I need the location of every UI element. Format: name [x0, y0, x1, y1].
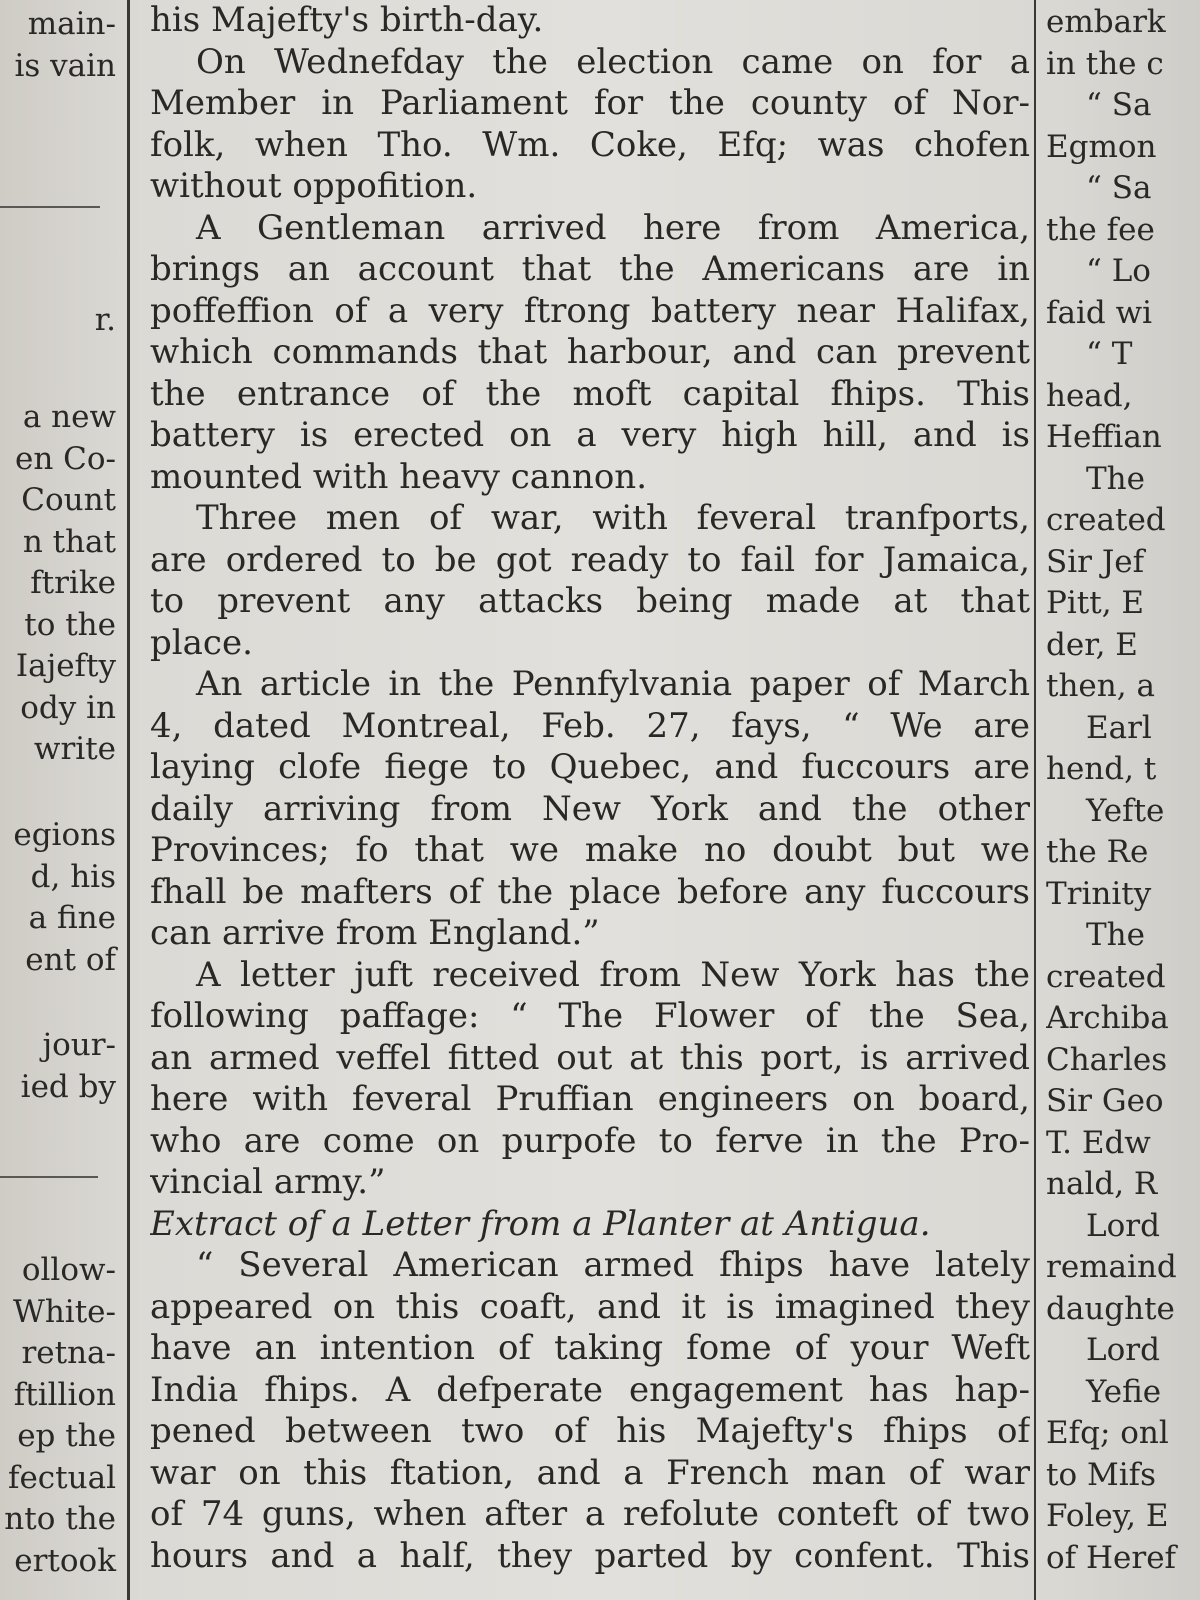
right-fragment-line: der, E [1046, 626, 1138, 663]
right-fragment-line: Heffian [1046, 419, 1162, 455]
right-fragment-line: Archiba [1046, 1000, 1169, 1036]
column-divider-line [0, 1176, 98, 1178]
article-line: mounted with heavy cannon. [150, 456, 648, 497]
right-column-fragment [1046, 0, 1200, 1600]
left-column-fragment [0, 0, 122, 1600]
left-fragment-line: is vain [14, 47, 116, 84]
article-line: following paffage: “ The Flower of the Sea, [150, 996, 1030, 1036]
article-line: can arrive from England.” [150, 913, 600, 953]
article-line: of 74 guns, when after a refolute conteft of two [150, 1494, 1030, 1534]
left-fragment-line: nto the [4, 1501, 116, 1537]
left-text-block [0, 4, 122, 87]
article-line: have an intention of taking fome of your Weft [150, 1328, 1030, 1368]
right-fragment-line: faid wi [1046, 294, 1153, 331]
article-line: brings an account that the Americans are in [150, 249, 1030, 289]
article-line: the entrance of the moft capital fhips. This [150, 373, 1030, 414]
right-fragment-line: Efq; onl [1046, 1415, 1169, 1451]
right-fragment-line: the fee [1046, 211, 1155, 248]
right-fragment-line: Egmon [1046, 128, 1157, 165]
article-line: pened between two of his Majefty's fhips of [150, 1411, 1030, 1451]
right-fragment-line: in the c [1046, 45, 1164, 82]
right-fragment-line: Yefte [1086, 792, 1165, 829]
column-rule-left [127, 0, 130, 1600]
left-text-block [0, 300, 122, 342]
article-line: folk, when Tho. Wm. Coke, Efq; was chofen [150, 124, 1030, 165]
left-fragment-line: egions [13, 817, 116, 853]
column-rule-right [1034, 0, 1036, 1600]
article-line: Provinces; fo that we make no doubt but we [150, 830, 1030, 870]
left-fragment-line: retna- [21, 1335, 116, 1371]
right-text-block [1046, 2, 1200, 1579]
right-fragment-line: “ Lo [1086, 253, 1151, 289]
right-fragment-line: The [1086, 917, 1145, 953]
article-line: hours and a half, they parted by confent. This [150, 1535, 1030, 1576]
left-text-block [0, 815, 122, 981]
right-fragment-line: Pitt, E [1046, 585, 1145, 621]
left-fragment-line: ftrike [30, 565, 116, 601]
right-fragment-line: Lord [1086, 1332, 1160, 1368]
left-fragment-line: White- [12, 1293, 116, 1330]
right-fragment-line: then, a [1046, 668, 1155, 704]
right-fragment-line: embark [1046, 4, 1166, 40]
left-fragment-line: r. [94, 302, 116, 338]
left-fragment-line: ent of [25, 941, 116, 978]
article-line: India fhips. A defperate engagement has hap- [150, 1369, 1030, 1410]
right-fragment-line: Yefie [1086, 1373, 1162, 1410]
left-fragment-line: ep the [17, 1418, 116, 1454]
right-fragment-line: created [1046, 958, 1166, 995]
main-article-column [150, 0, 1030, 1600]
right-fragment-line: created [1046, 502, 1166, 538]
right-fragment-line: of Heref [1046, 1539, 1177, 1576]
article-line: “ Several American armed fhips have lately [196, 1245, 1030, 1285]
article-line: fhall be mafters of the place before any fuccours [150, 871, 1030, 912]
left-fragment-line: write [33, 731, 116, 767]
right-fragment-line: “ Sa [1086, 170, 1152, 206]
article-line: Three men of war, with feveral tranfports, [196, 498, 1030, 538]
left-fragment-line: to the [24, 606, 116, 643]
left-text-block [0, 397, 122, 771]
article-line: A letter juft received from New York has the [196, 954, 1030, 995]
article-text [150, 0, 1030, 1577]
article-line: poffeffion of a very ftrong battery near Halifax, [150, 290, 1030, 331]
article-line: here with feveral Pruffian engineers on board, [150, 1079, 1030, 1119]
left-fragment-line: fectual [7, 1459, 116, 1496]
article-line: place. [150, 622, 253, 663]
left-fragment-line: n that [22, 523, 116, 560]
article-line: 4, dated Montreal, Feb. 27, fays, “ We are [150, 705, 1030, 746]
right-fragment-line: Trinity [1046, 875, 1152, 912]
right-fragment-line: “ T [1086, 336, 1133, 372]
left-fragment-line: ody in [20, 689, 116, 726]
article-line: Extract of a Letter from a Planter at Antigua. [150, 1203, 931, 1244]
article-line: An article in the Pennfylvania paper of March [196, 664, 1030, 704]
left-fragment-line: ied by [20, 1068, 116, 1105]
right-fragment-line: daughte [1046, 1290, 1175, 1327]
right-fragment-line: nald, R [1046, 1166, 1158, 1202]
right-fragment-line: Lord [1086, 1207, 1160, 1244]
right-fragment-line: Earl [1086, 709, 1152, 746]
article-line: A Gentleman arrived here from America, [196, 207, 1030, 248]
right-fragment-line: Sir Geo [1046, 1083, 1164, 1119]
article-line: without oppofition. [150, 166, 478, 206]
left-fragment-line: d, his [30, 858, 116, 895]
left-text-block [0, 1250, 122, 1582]
left-fragment-line: main- [27, 6, 116, 42]
left-fragment-line: ollow- [21, 1252, 116, 1288]
article-line: appeared on this coaft, and it is imagined they [150, 1286, 1030, 1327]
article-line: are ordered to be got ready to fail for Jamaica, [150, 539, 1030, 580]
article-line: On Wednefday the election came on for a [196, 41, 1030, 82]
article-line: laying clofe fiege to Quebec, and fuccours are [150, 747, 1030, 787]
right-fragment-line: hend, t [1046, 751, 1157, 787]
article-line: who are come on purpofe to ferve in the Pro- [150, 1120, 1030, 1161]
article-line: an armed veffel fitted out at this port, is arrived [150, 1037, 1030, 1078]
article-line: war on this ftation, and a French man of war [150, 1452, 1030, 1493]
left-fragment-line: jour- [42, 1027, 116, 1063]
left-fragment-line: a fine [28, 900, 116, 936]
left-fragment-line: ertook [14, 1542, 116, 1579]
column-divider-line [0, 206, 100, 208]
right-fragment-line: Charles [1046, 1041, 1168, 1078]
article-line: battery is erected on a very high hill, and is [150, 415, 1030, 455]
right-fragment-line: Sir Jef [1046, 543, 1145, 580]
right-fragment-line: “ Sa [1086, 87, 1152, 123]
left-fragment-line: a new [22, 399, 116, 435]
right-fragment-line: the Re [1046, 834, 1149, 870]
article-line: which commands that harbour, and can prevent [150, 332, 1030, 372]
right-fragment-line: Foley, E [1046, 1498, 1169, 1534]
left-text-block [0, 1025, 122, 1108]
right-fragment-line: The [1086, 460, 1145, 497]
article-line: to prevent any attacks being made at that [150, 581, 1030, 621]
article-line: Member in Parliament for the county of Nor- [150, 83, 1030, 123]
left-fragment-line: Count [21, 482, 116, 518]
right-fragment-line: to Mifs [1046, 1456, 1157, 1493]
article-line: daily arriving from New York and the other [150, 788, 1030, 829]
left-fragment-line: ftillion [13, 1376, 116, 1413]
left-fragment-line: en Co- [14, 440, 116, 477]
right-fragment-line: T. Edw [1046, 1124, 1151, 1161]
article-line: vincial army.” [150, 1162, 386, 1202]
right-fragment-line: head, [1046, 377, 1133, 414]
article-line: his Majefty's birth-day. [150, 0, 544, 40]
right-fragment-line: remaind [1046, 1249, 1177, 1285]
left-fragment-line: Iajefty [15, 648, 116, 684]
